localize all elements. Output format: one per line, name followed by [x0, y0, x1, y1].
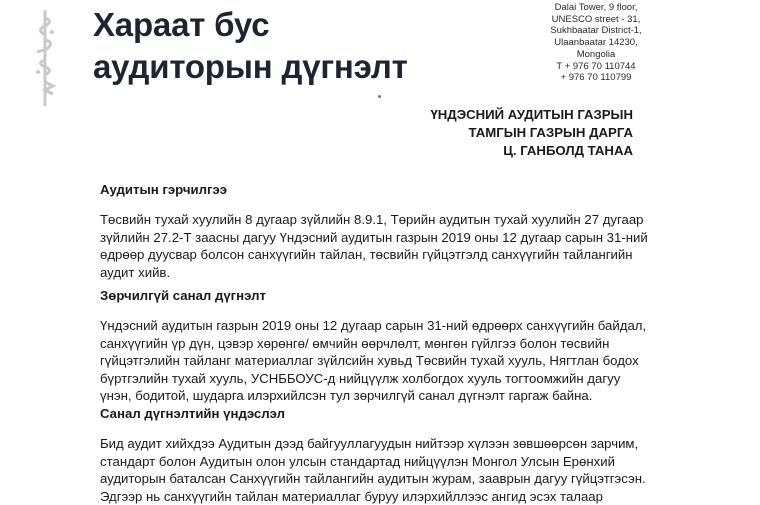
- body-line: гүйцэтгэлийн тайланг материаллаг зүйлсийн хувьд Төсвийн тухай хууль, Нягтлан бодох: [100, 352, 660, 370]
- body-line: Төсвийн тухай хуулийн 8 дугаар зүйлийн 8.9.1, Төрийн аудитын тухай хуулийн 27 дугаар: [100, 211, 660, 229]
- body-line: бүртгэлийн тухай хууль, УСНББОУС-д нийцүүлж холбогдох хууль тогтоомжийн дагуу: [100, 370, 660, 388]
- body-line: аудит хийв.: [100, 264, 660, 282]
- section-heading-unqualified-opinion: Зөрчилгүй санал дүгнэлт: [100, 288, 266, 303]
- body-line: өдрөөр дуусвар болсон санхүүгийн тайлан, төсвийн гүйцэтгэлд санхүүгийн тайлангийн: [100, 246, 660, 264]
- title-line: аудиторын дүгнэлт: [93, 46, 408, 88]
- body-line: зүйлийн 27.2-Т заасны дагуу Үндэсний аудитын газрын 2019 оны 12 дугаар сарын 31-ний: [100, 229, 660, 247]
- phone-line: T + 976 70 110744: [540, 61, 652, 73]
- body-line: санхүүгийн үр дүн, цэвэр хөрөнгө/ өмчийн өөрчлөлт, мөнгөн гүйлгээ болон төсвийн: [100, 335, 660, 353]
- phone-line: + 976 70 110799: [540, 72, 652, 84]
- address-line: Mongolia: [540, 49, 652, 61]
- address-line: Dalai Tower, 9 floor,: [540, 2, 652, 14]
- document-title: [93, 4, 408, 88]
- section-body-certificate: [100, 211, 660, 281]
- body-line: Бид аудит хийхдээ Аудитын дээд байгууллагуудын нийтээр хүлээн зөвшөөрсөн зарчим,: [100, 435, 660, 453]
- office-address: [540, 2, 652, 84]
- addressee-line: ТАМГЫН ГАЗРЫН ДАРГА: [430, 124, 633, 142]
- address-line: Sukhbaatar District-1,: [540, 25, 652, 37]
- mongol-script-logo: [30, 8, 60, 108]
- section-heading-basis-for-opinion: Санал дүгнэлтийн үндэслэл: [100, 406, 285, 421]
- body-line: аудиторын баталсан Санхүүгийн тайлангийн аудитын журам, зааврын дагуу гүйцэтгэсэн.: [100, 470, 660, 488]
- section-heading-certificate: Аудитын гэрчилгээ: [100, 182, 227, 197]
- section-body-basis-for-opinion: [100, 435, 660, 505]
- section-body-unqualified-opinion: [100, 317, 660, 405]
- body-line: Эдгээр нь санхүүгийн тайлан материаллаг буруу илэрхийллээс ангид эсэх талаар: [100, 488, 660, 505]
- addressee-block: [430, 106, 633, 160]
- address-line: Ulaanbaatar 14230,: [540, 37, 652, 49]
- addressee-line: ҮНДЭСНИЙ АУДИТЫН ГАЗРЫН: [430, 106, 633, 124]
- scan-speck: [378, 95, 381, 98]
- addressee-line: Ц. ГАНБОЛД ТАНАА: [430, 142, 633, 160]
- body-line: Үндэсний аудитын газрын 2019 оны 12 дугаар сарын 31-ний өдрөөрх санхүүгийн байдал,: [100, 317, 660, 335]
- body-line: үнэн, бодитой, шударга илэрхийлсэн тул зөрчилгүй санал дүгнэлт гаргаж байна.: [100, 387, 660, 405]
- body-line: стандарт болон Аудитын олон улсын стандартад нийцүүлэн Монгол Улсын Ерөнхий: [100, 453, 660, 471]
- address-line: UNESCO street - 31,: [540, 14, 652, 26]
- title-line: Хараат бус: [93, 4, 408, 46]
